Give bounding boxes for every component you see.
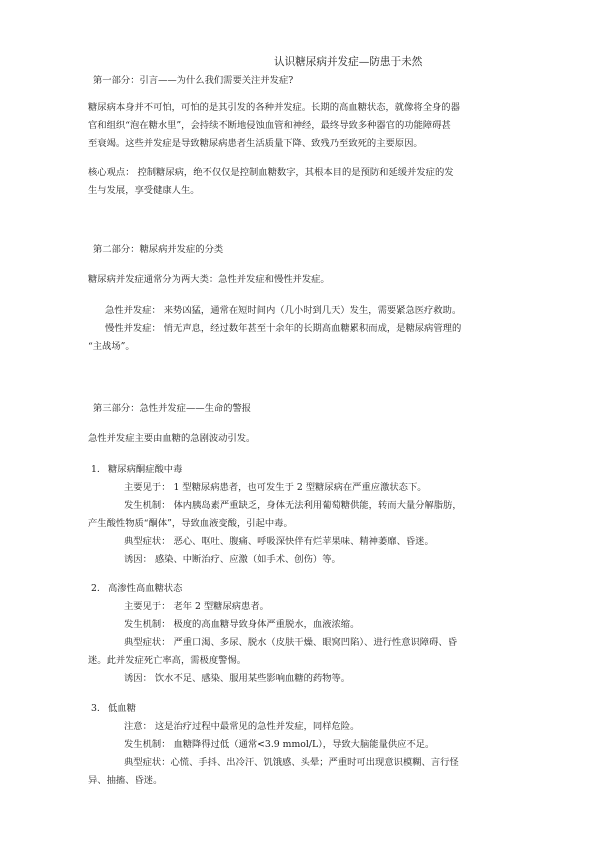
part1-intro-line-2: 官和组织“泡在糖水里”，会持续不断地侵蚀血管和神经，最终导致多种器官的功能障碍甚 [88,120,451,131]
page-title: 认识糖尿病并发症—防患于未然 [274,56,423,68]
part1-core-line-1: 核心观点： 控制糖尿病，绝不仅仅是控制血糖数字，其根本目的是预防和延缓并发症的发 [88,167,454,178]
part1-core-line-2: 生与发展，享受健康人生。 [88,185,200,196]
part1-intro-line-1: 糖尿病本身并不可怕，可怕的是其引发的各种并发症。长期的高血糖状态，就像将全身的器 [88,102,460,113]
part2-heading: 第二部分：糖尿病并发症的分类 [93,244,224,255]
item1-line-2: 发生机制： 体内胰岛素严重缺乏，身体无法利用葡萄糖供能，转而大量分解脂肪， [124,500,462,511]
item3-line-3: 典型症状：心慌、手抖、出冷汗、饥饿感、头晕；严重时可出现意识模糊、言行怪 [124,757,459,768]
item1-line-1: 主要见于： 1 型糖尿病患者，也可发生于 2 型糖尿病在严重应激状态下。 [124,482,427,493]
part3-heading: 第三部分：急性并发症——生命的警报 [93,403,252,414]
part2-chronic-line-2: “主战场”。 [88,341,135,352]
item1-line-4: 典型症状： 恶心、呕吐、腹痛、呼吸深快伴有烂苹果味、精神萎靡、昏迷。 [124,536,434,547]
list-item-number: 1. [91,464,100,475]
item2-line-4: 迷。此并发症死亡率高，需极度警惕。 [88,655,247,666]
list-item-name: 高渗性高血糖状态 [108,583,183,594]
part1-intro-line-3: 至衰竭。这些并发症是导致糖尿病患者生活质量下降、致残乃至致死的主要原因。 [88,138,423,149]
part2-chronic-line-1: 慢性并发症： 悄无声息，经过数年甚至十余年的长期高血糖累积而成，是糖尿病管理的 [105,323,462,334]
item2-line-3: 典型症状： 严重口渴、多尿、脱水（皮肤干燥、眼窝凹陷）、进行性意识障碍、昏 [124,637,457,648]
item2-line-5: 诱因： 饮水不足、感染、服用某些影响血糖的药物等。 [124,673,351,684]
item3-line-1: 注意： 这是治疗过程中最常见的急性并发症，同样危险。 [124,721,360,732]
item1-line-3: 产生酸性物质“酮体”，导致血液变酸，引起中毒。 [88,518,293,529]
item3-line-2: 发生机制： 血糖降得过低（通常<3.9 mmol/L），导致大脑能量供应不足。 [124,739,435,750]
part3-intro: 急性并发症主要由血糖的急剧波动引发。 [88,433,256,444]
list-item-name: 糖尿病酮症酸中毒 [108,464,183,475]
part2-intro: 糖尿病并发症通常分为两大类：急性并发症和慢性并发症。 [88,274,330,285]
item2-line-2: 发生机制： 极度的高血糖导致身体严重脱水，血液浓缩。 [124,619,360,630]
list-item-name: 低血糖 [108,703,136,714]
list-item-number: 3. [91,703,100,714]
item2-line-1: 主要见于： 老年 2 型糖尿病患者。 [124,601,269,612]
part1-heading: 第一部分：引言——为什么我们需要关注并发症? [93,75,294,86]
item3-line-4: 异、抽搐、昏迷。 [88,775,163,786]
list-item-number: 2. [91,583,100,594]
item1-line-5: 诱因： 感染、中断治疗、应激（如手术、创伤）等。 [124,554,341,565]
part2-acute: 急性并发症： 来势凶猛，通常在短时间内（几小时到几天）发生，需要紧急医疗救助。 [105,305,462,316]
